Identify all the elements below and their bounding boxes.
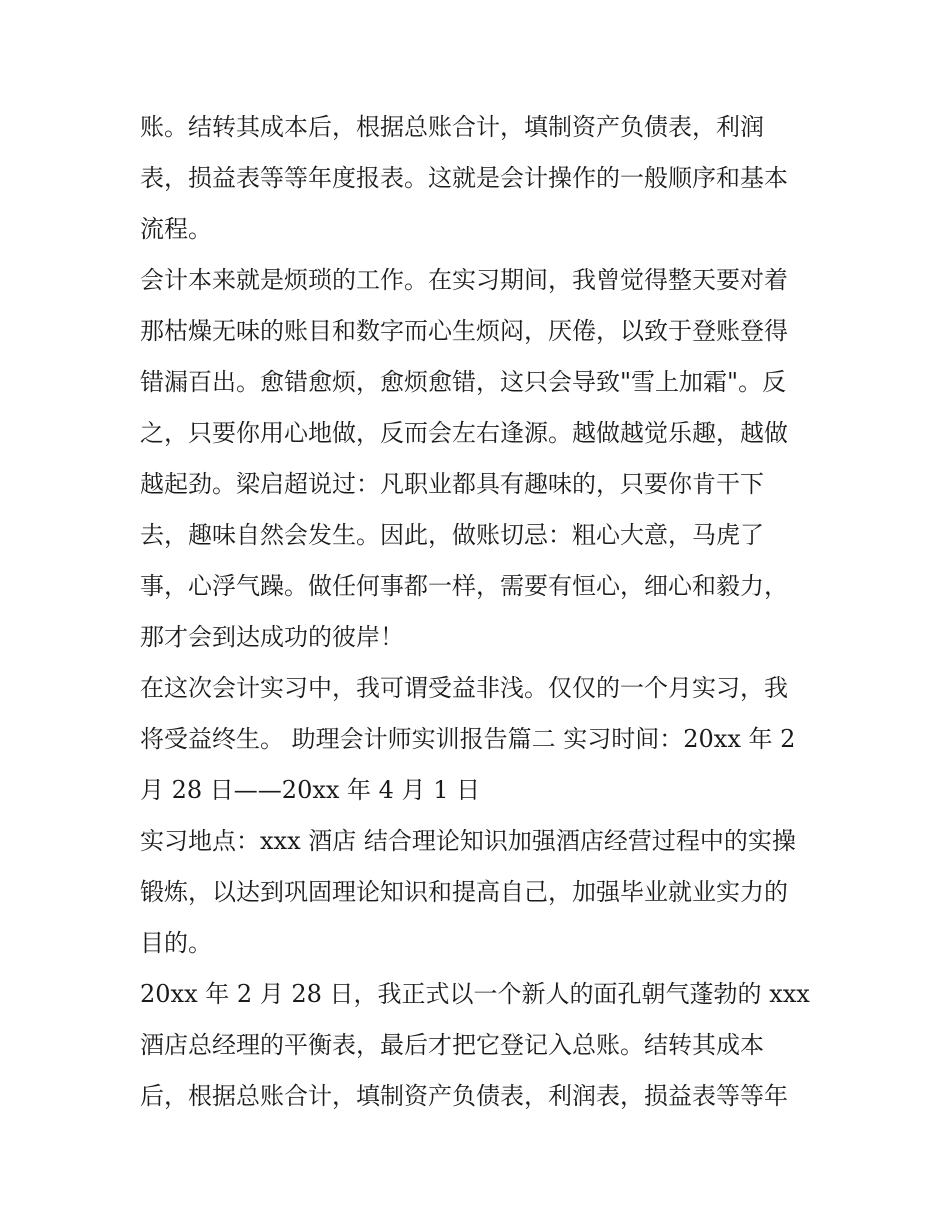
text-line: 月 28 日——20xx 年 4 月 1 日: [140, 776, 481, 804]
text-line: 会计本来就是烦琐的工作。在实习期间，我曾觉得整天要对着: [140, 266, 788, 294]
text-line: 酒店总经理的平衡表，最后才把它登记入总账。结转其成本: [140, 1031, 764, 1059]
text-line: 那才会到达成功的彼岸！: [140, 623, 404, 651]
text-line: 目的。: [140, 929, 212, 957]
text-line: 将受益终生。 助理会计师实训报告篇二 实习时间：20xx 年 2: [140, 725, 796, 753]
text-line: 事，心浮气躁。做任何事都一样，需要有恒心，细心和毅力，: [140, 572, 788, 600]
text-line: 错漏百出。愈错愈烦，愈烦愈错，这只会导致"雪上加霜"。反: [140, 368, 787, 396]
text-line: 在这次会计实习中，我可谓受益非浅。仅仅的一个月实习，我: [140, 674, 788, 702]
text-line: 越起劲。梁启超说过：凡职业都具有趣味的，只要你肯干下: [140, 470, 764, 498]
text-line: 账。结转其成本后，根据总账合计，填制资产负债表，利润: [140, 113, 764, 141]
text-line: 表，损益表等等年度报表。这就是会计操作的一般顺序和基本: [140, 164, 788, 192]
text-line: 那枯燥无味的账目和数字而心生烦闷，厌倦，以致于登账登得: [140, 317, 788, 345]
text-line: 后，根据总账合计，填制资产负债表，利润表，损益表等等年: [140, 1082, 788, 1110]
text-line: 20xx 年 2 月 28 日，我正式以一个新人的面孔朝气蓬勃的 xxx: [140, 980, 810, 1008]
text-line: 锻炼，以达到巩固理论知识和提高自己，加强毕业就业实力的: [140, 878, 788, 906]
document-body: [140, 102, 820, 1122]
text-line: 之，只要你用心地做，反而会左右逢源。越做越觉乐趣，越做: [140, 419, 788, 447]
text-line: 去，趣味自然会发生。因此，做账切忌：粗心大意，马虎了: [140, 521, 764, 549]
text-line: 实习地点：xxx 酒店 结合理论知识加强酒店经营过程中的实操: [140, 827, 796, 855]
text-line: 流程。: [140, 215, 212, 243]
